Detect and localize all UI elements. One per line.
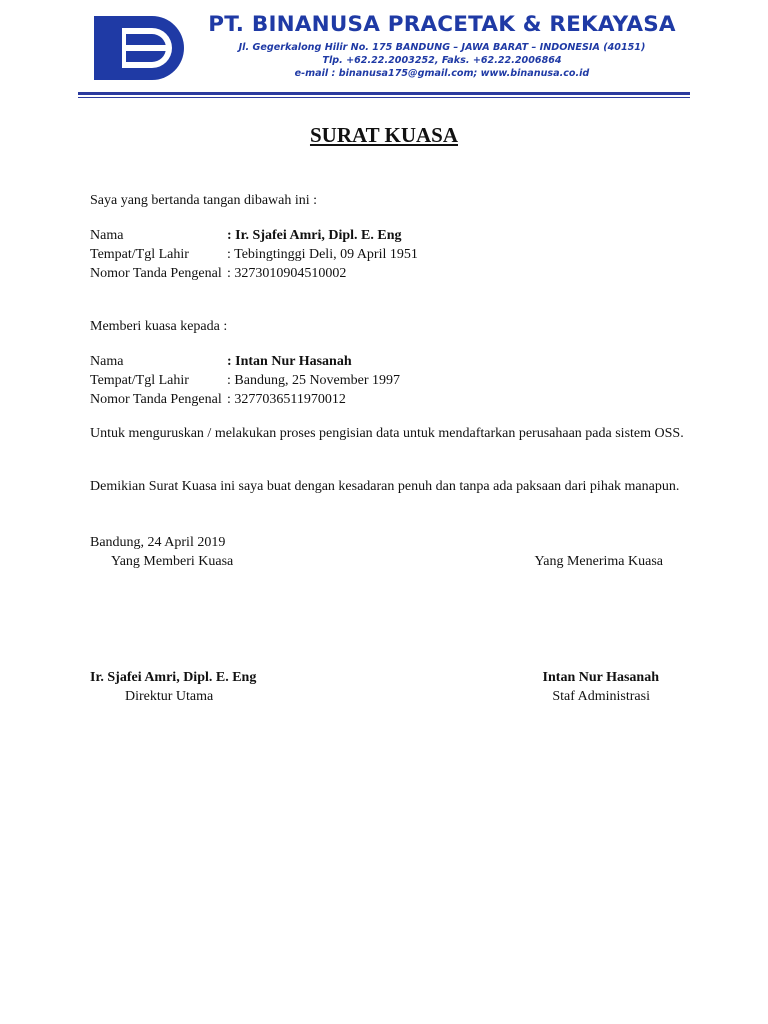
grantee-signature-name: Intan Nur Hasanah	[542, 670, 659, 685]
header-divider-bottom	[78, 97, 690, 98]
grantee-id-label: Nomor Tanda Pengenal	[90, 392, 222, 407]
company-logo-icon	[94, 14, 192, 82]
header-divider-top	[78, 92, 690, 95]
grantor-birth-label: Tempat/Tgl Lahir	[90, 247, 189, 262]
company-phone: Tlp. +62.22.2003252, Faks. +62.22.2006864	[322, 55, 562, 66]
grantee-birth-label: Tempat/Tgl Lahir	[90, 373, 189, 388]
intro-text: Saya yang bertanda tangan dibawah ini :	[90, 193, 318, 208]
purpose-text: Untuk menguruskan / melakukan proses pengisian data untuk mendaftarkan perusahaan pada sistem OSS.	[90, 426, 684, 441]
grantee-birth-value: : Bandung, 25 November 1997	[227, 373, 401, 388]
company-name: PT. BINANUSA PRACETAK & REKAYASA	[208, 12, 676, 37]
grantor-birth-value: : Tebingtinggi Deli, 09 April 1951	[227, 247, 418, 262]
document-title: SURAT KUASA	[309, 123, 458, 147]
grantor-signature-name: Ir. Sjafei Amri, Dipl. E. Eng	[90, 670, 257, 685]
grantor-name-value: : Ir. Sjafei Amri, Dipl. E. Eng	[227, 228, 402, 243]
grantee-role: Staf Administrasi	[552, 689, 650, 704]
grantor-id-value: : 3273010904510002	[227, 266, 347, 281]
place-date: Bandung, 24 April 2019	[90, 535, 226, 550]
grantor-role: Direktur Utama	[125, 689, 214, 704]
grantee-id-value: : 3277036511970012	[227, 392, 346, 407]
grantor-caption: Yang Memberi Kuasa	[111, 554, 234, 569]
grantee-caption: Yang Menerima Kuasa	[534, 554, 663, 569]
closing-text: Demikian Surat Kuasa ini saya buat dengan kesadaran penuh dan tanpa ada paksaan dari pihak manapun.	[90, 479, 680, 494]
company-email: e-mail : binanusa175@gmail.com; www.binanusa.co.id	[294, 68, 590, 79]
to-label: Memberi kuasa kepada :	[90, 319, 228, 334]
company-address: Jl. Gegerkalong Hilir No. 175 BANDUNG – JAWA BARAT – INDONESIA (40151)	[238, 42, 646, 53]
grantor-name-label: Nama	[90, 228, 124, 243]
grantee-name-value: : Intan Nur Hasanah	[227, 354, 352, 369]
grantor-id-label: Nomor Tanda Pengenal	[90, 266, 222, 281]
grantee-name-label: Nama	[90, 354, 124, 369]
